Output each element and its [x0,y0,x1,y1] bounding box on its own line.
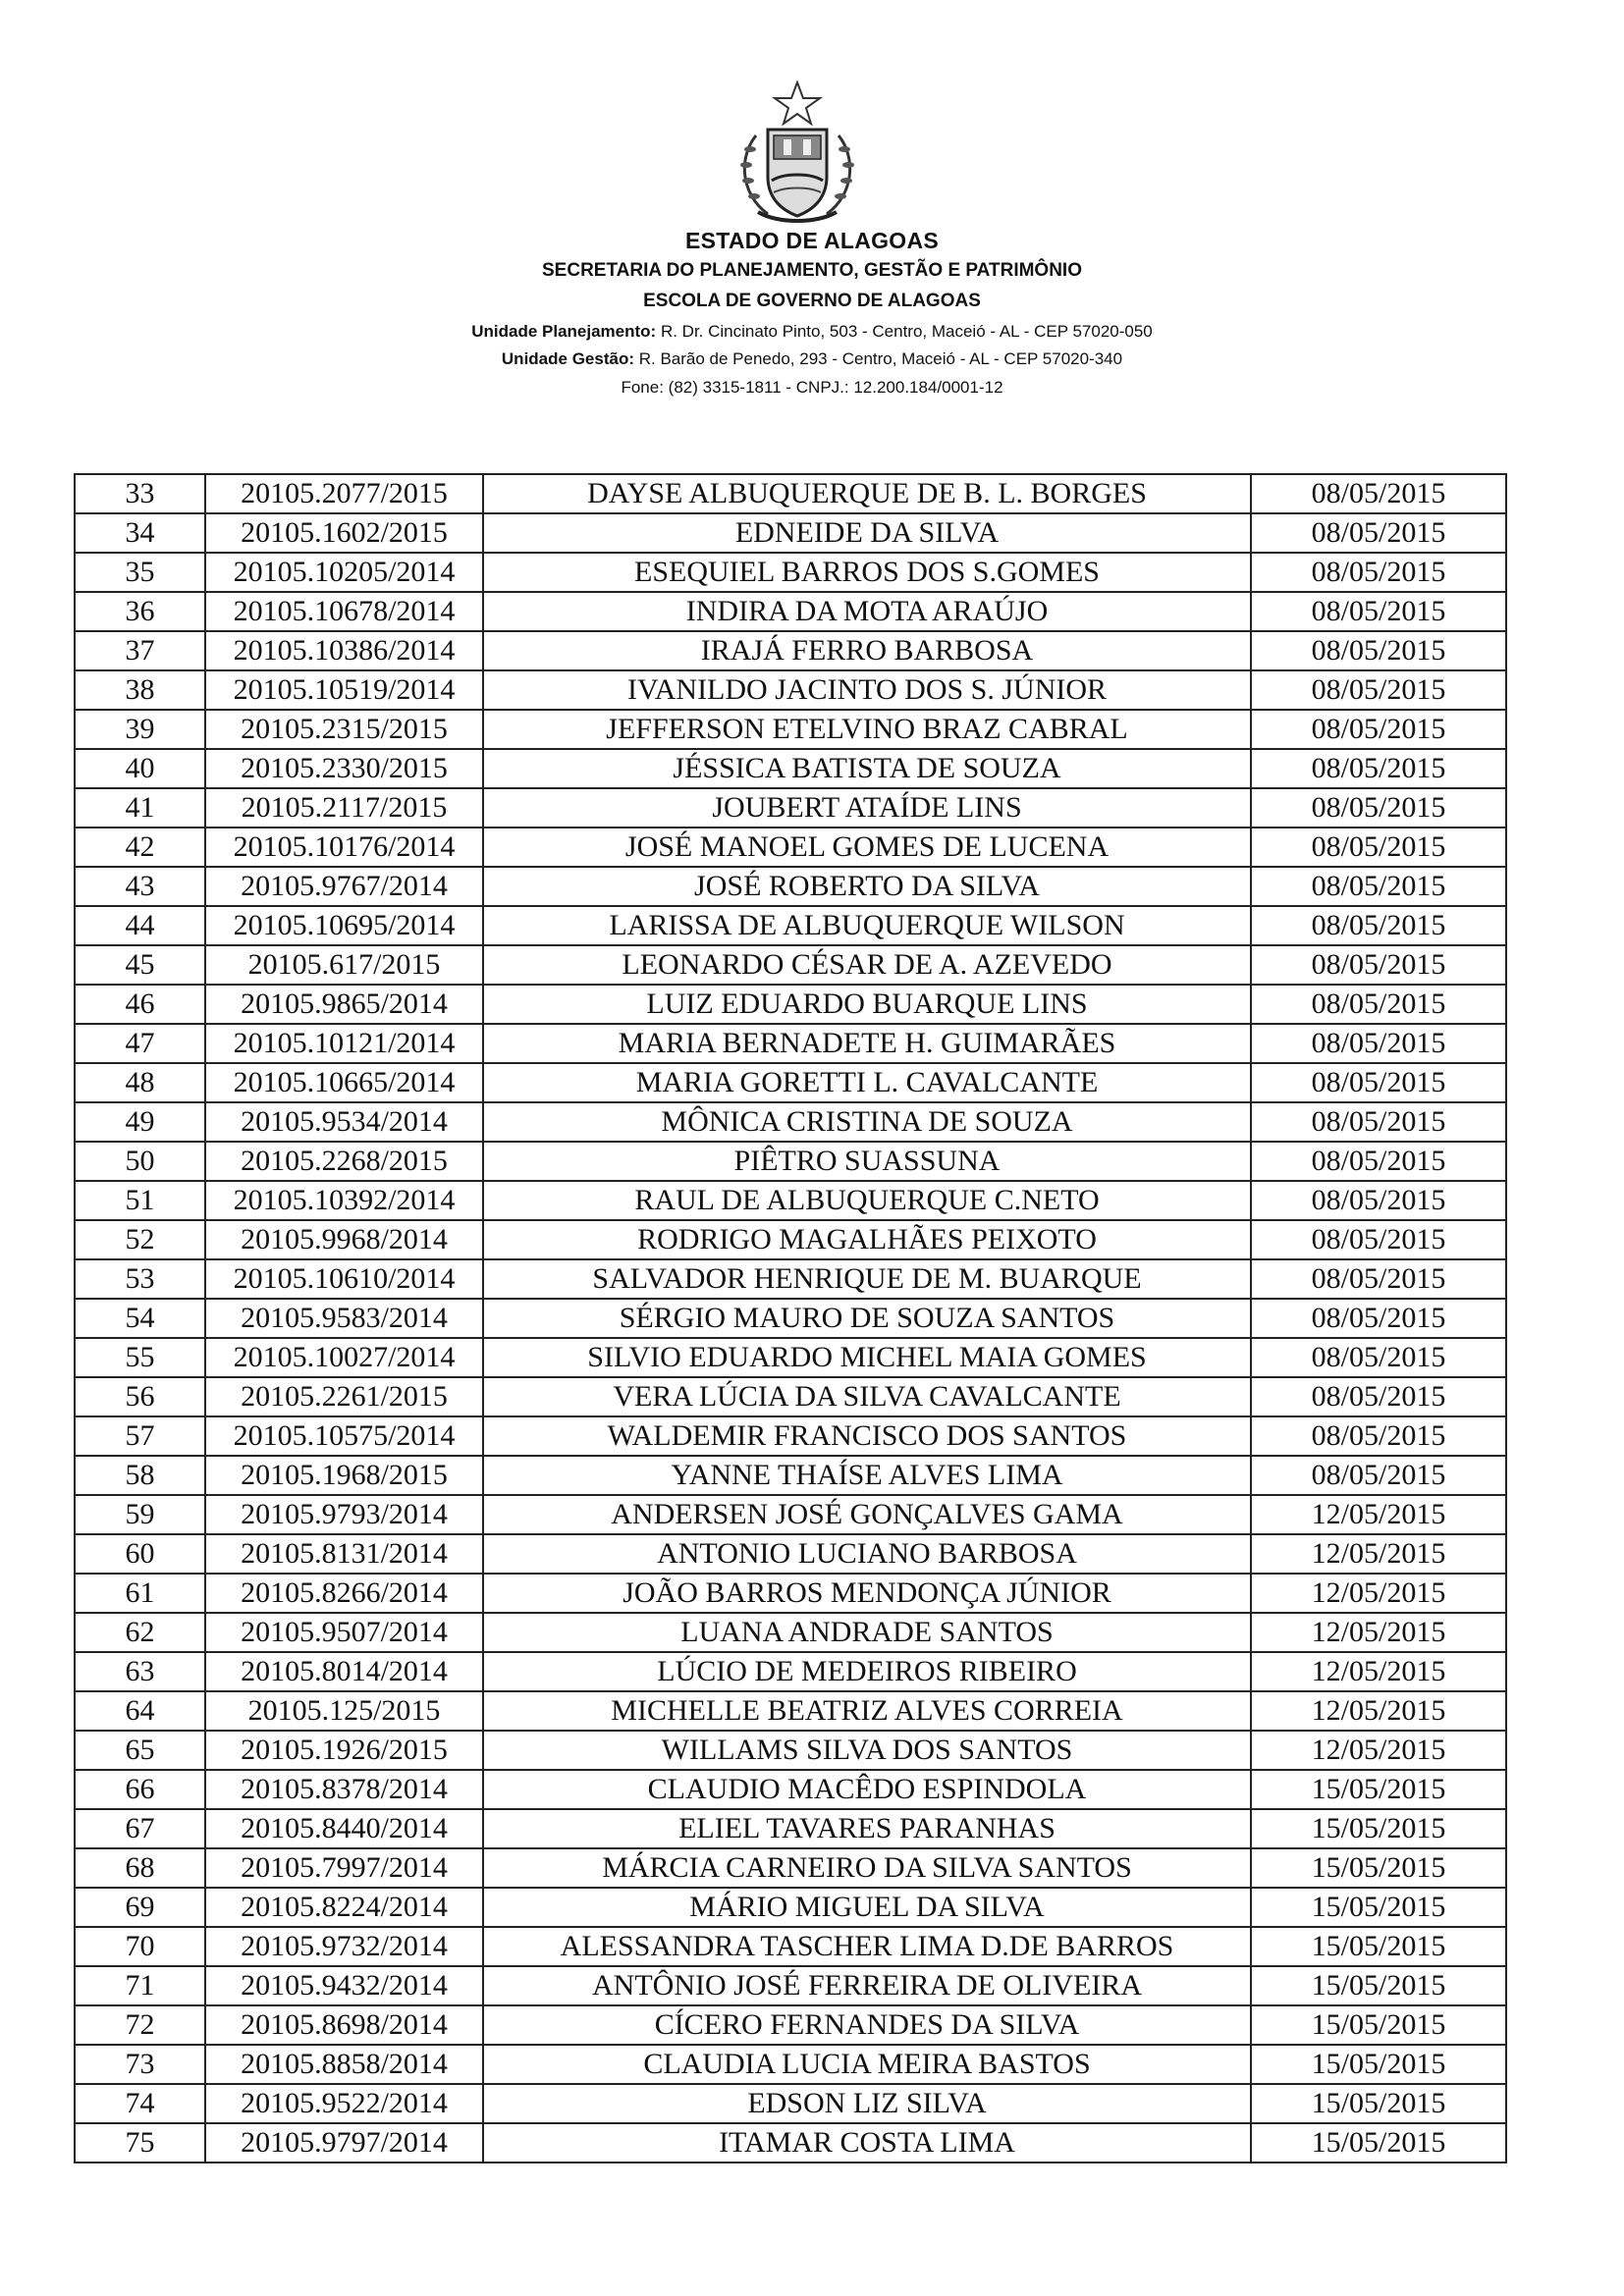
process-number-cell: 20105.9767/2014 [205,867,483,906]
person-name-cell: WALDEMIR FRANCISCO DOS SANTOS [483,1416,1251,1456]
row-number-cell: 36 [75,592,205,631]
person-name-cell: CÍCERO FERNANDES DA SILVA [483,2005,1251,2045]
process-number-cell: 20105.617/2015 [205,945,483,985]
row-number-cell: 69 [75,1888,205,1927]
date-cell: 08/05/2015 [1251,1063,1506,1102]
date-cell: 08/05/2015 [1251,985,1506,1024]
secretariat-title: SECRETARIA DO PLANEJAMENTO, GESTÃO E PATRIMÔNIO [542,260,1082,281]
process-number-cell: 20105.9583/2014 [205,1299,483,1338]
date-cell: 08/05/2015 [1251,1416,1506,1456]
row-number-cell: 42 [75,828,205,867]
person-name-cell: SÉRGIO MAURO DE SOUZA SANTOS [483,1299,1251,1338]
row-number-cell: 43 [75,867,205,906]
process-number-cell: 20105.10519/2014 [205,670,483,710]
person-name-cell: IVANILDO JACINTO DOS S. JÚNIOR [483,670,1251,710]
table-row [75,1927,1506,1966]
person-name-cell: JOUBERT ATAÍDE LINS [483,788,1251,828]
process-number-cell: 20105.8858/2014 [205,2045,483,2084]
table-row [75,867,1506,906]
date-cell: 08/05/2015 [1251,592,1506,631]
school-title: ESCOLA DE GOVERNO DE ALAGOAS [643,291,981,311]
table-row [75,788,1506,828]
date-cell: 12/05/2015 [1251,1652,1506,1691]
table-row [75,1377,1506,1416]
process-number-cell: 20105.8014/2014 [205,1652,483,1691]
table-row [75,474,1506,513]
process-number-cell: 20105.10610/2014 [205,1259,483,1299]
row-number-cell: 39 [75,710,205,749]
person-name-cell: EDSON LIZ SILVA [483,2084,1251,2123]
person-name-cell: WILLAMS SILVA DOS SANTOS [483,1731,1251,1770]
date-cell: 15/05/2015 [1251,1809,1506,1848]
process-number-cell: 20105.2077/2015 [205,474,483,513]
process-number-cell: 20105.2117/2015 [205,788,483,828]
row-number-cell: 63 [75,1652,205,1691]
date-cell: 08/05/2015 [1251,1259,1506,1299]
planning-unit-label: Unidade Planejamento: [471,322,657,341]
process-number-cell: 20105.8131/2014 [205,1534,483,1574]
date-cell: 12/05/2015 [1251,1495,1506,1534]
table-row [75,1456,1506,1495]
table-row [75,1848,1506,1888]
row-number-cell: 59 [75,1495,205,1534]
person-name-cell: JOÃO BARROS MENDONÇA JÚNIOR [483,1574,1251,1613]
person-name-cell: MÔNICA CRISTINA DE SOUZA [483,1102,1251,1142]
date-cell: 12/05/2015 [1251,1731,1506,1770]
row-number-cell: 46 [75,985,205,1024]
table-row [75,2005,1506,2045]
person-name-cell: LUIZ EDUARDO BUARQUE LINS [483,985,1251,1024]
process-number-cell: 20105.10575/2014 [205,1416,483,1456]
date-cell: 08/05/2015 [1251,1102,1506,1142]
date-cell: 15/05/2015 [1251,2123,1506,2163]
table-row [75,2045,1506,2084]
table-row [75,1495,1506,1534]
date-cell: 08/05/2015 [1251,945,1506,985]
table-row [75,2123,1506,2163]
date-cell: 12/05/2015 [1251,1691,1506,1731]
person-name-cell: JOSÉ MANOEL GOMES DE LUCENA [483,828,1251,867]
table-row [75,1299,1506,1338]
row-number-cell: 68 [75,1848,205,1888]
table-row [75,1416,1506,1456]
date-cell: 08/05/2015 [1251,828,1506,867]
table-row [75,513,1506,553]
date-cell: 08/05/2015 [1251,513,1506,553]
person-name-cell: LUANA ANDRADE SANTOS [483,1613,1251,1652]
person-name-cell: CLAUDIO MACÊDO ESPINDOLA [483,1770,1251,1809]
date-cell: 12/05/2015 [1251,1534,1506,1574]
process-number-cell: 20105.10678/2014 [205,592,483,631]
date-cell: 08/05/2015 [1251,867,1506,906]
row-number-cell: 33 [75,474,205,513]
row-number-cell: 38 [75,670,205,710]
table-row [75,1691,1506,1731]
roster-body [75,474,1506,2163]
table-row [75,1770,1506,1809]
process-number-cell: 20105.2268/2015 [205,1142,483,1181]
table-row [75,1220,1506,1259]
row-number-cell: 67 [75,1809,205,1848]
table-row [75,592,1506,631]
row-number-cell: 75 [75,2123,205,2163]
process-number-cell: 20105.9432/2014 [205,1966,483,2005]
table-row [75,1024,1506,1063]
process-number-cell: 20105.8266/2014 [205,1574,483,1613]
table-row [75,828,1506,867]
person-name-cell: VERA LÚCIA DA SILVA CAVALCANTE [483,1377,1251,1416]
person-name-cell: EDNEIDE DA SILVA [483,513,1251,553]
date-cell: 08/05/2015 [1251,788,1506,828]
table-row [75,631,1506,670]
date-cell: 08/05/2015 [1251,631,1506,670]
row-number-cell: 61 [75,1574,205,1613]
row-number-cell: 41 [75,788,205,828]
person-name-cell: ELIEL TAVARES PARANHAS [483,1809,1251,1848]
person-name-cell: LEONARDO CÉSAR DE A. AZEVEDO [483,945,1251,985]
table-row [75,1534,1506,1574]
date-cell: 08/05/2015 [1251,710,1506,749]
person-name-cell: YANNE THAÍSE ALVES LIMA [483,1456,1251,1495]
process-number-cell: 20105.1968/2015 [205,1456,483,1495]
date-cell: 15/05/2015 [1251,1927,1506,1966]
process-number-cell: 20105.9793/2014 [205,1495,483,1534]
table-row [75,906,1506,945]
process-number-cell: 20105.10027/2014 [205,1338,483,1377]
date-cell: 08/05/2015 [1251,1142,1506,1181]
person-name-cell: ANTONIO LUCIANO BARBOSA [483,1534,1251,1574]
process-number-cell: 20105.10121/2014 [205,1024,483,1063]
person-name-cell: ITAMAR COSTA LIMA [483,2123,1251,2163]
process-number-cell: 20105.9968/2014 [205,1220,483,1259]
date-cell: 12/05/2015 [1251,1574,1506,1613]
table-row [75,1731,1506,1770]
process-number-cell: 20105.10695/2014 [205,906,483,945]
table-row [75,2084,1506,2123]
row-number-cell: 74 [75,2084,205,2123]
row-number-cell: 66 [75,1770,205,1809]
row-number-cell: 72 [75,2005,205,2045]
state-title: ESTADO DE ALAGOAS [684,228,940,253]
person-name-cell: JEFFERSON ETELVINO BRAZ CABRAL [483,710,1251,749]
person-name-cell: ESEQUIEL BARROS DOS S.GOMES [483,553,1251,592]
row-number-cell: 62 [75,1613,205,1652]
person-name-cell: ANDERSEN JOSÉ GONÇALVES GAMA [483,1495,1251,1534]
person-name-cell: ALESSANDRA TASCHER LIMA D.DE BARROS [483,1927,1251,1966]
person-name-cell: RAUL DE ALBUQUERQUE C.NETO [483,1181,1251,1220]
table-row [75,1966,1506,2005]
date-cell: 12/05/2015 [1251,1613,1506,1652]
row-number-cell: 73 [75,2045,205,2084]
contact-line: Fone: (82) 3315-1811 - CNPJ.: 12.200.184/0001-12 [621,378,1003,397]
date-cell: 08/05/2015 [1251,474,1506,513]
process-number-cell: 20105.10386/2014 [205,631,483,670]
row-number-cell: 45 [75,945,205,985]
row-number-cell: 65 [75,1731,205,1770]
process-number-cell: 20105.8440/2014 [205,1809,483,1848]
person-name-cell: PIÊTRO SUASSUNA [483,1142,1251,1181]
date-cell: 08/05/2015 [1251,553,1506,592]
row-number-cell: 35 [75,553,205,592]
management-unit-label: Unidade Gestão: [501,349,634,368]
person-name-cell: ANTÔNIO JOSÉ FERREIRA DE OLIVEIRA [483,1966,1251,2005]
process-number-cell: 20105.8378/2014 [205,1770,483,1809]
process-number-cell: 20105.10176/2014 [205,828,483,867]
table-row [75,1338,1506,1377]
process-number-cell: 20105.8698/2014 [205,2005,483,2045]
person-name-cell: DAYSE ALBUQUERQUE DE B. L. BORGES [483,474,1251,513]
process-number-cell: 20105.2261/2015 [205,1377,483,1416]
date-cell: 15/05/2015 [1251,2005,1506,2045]
person-name-cell: INDIRA DA MOTA ARAÚJO [483,592,1251,631]
process-number-cell: 20105.9797/2014 [205,2123,483,2163]
person-name-cell: MÁRIO MIGUEL DA SILVA [483,1888,1251,1927]
table-row [75,1102,1506,1142]
row-number-cell: 58 [75,1456,205,1495]
table-row [75,1652,1506,1691]
person-name-cell: JOSÉ ROBERTO DA SILVA [483,867,1251,906]
process-number-cell: 20105.1926/2015 [205,1731,483,1770]
process-number-cell: 20105.2315/2015 [205,710,483,749]
person-name-cell: SALVADOR HENRIQUE DE M. BUARQUE [483,1259,1251,1299]
table-row [75,670,1506,710]
person-name-cell: MICHELLE BEATRIZ ALVES CORREIA [483,1691,1251,1731]
row-number-cell: 64 [75,1691,205,1731]
table-row [75,1063,1506,1102]
table-row [75,1888,1506,1927]
date-cell: 15/05/2015 [1251,2084,1506,2123]
process-number-cell: 20105.9865/2014 [205,985,483,1024]
planning-unit-address [0,322,1624,342]
person-name-cell: MARIA GORETTI L. CAVALCANTE [483,1063,1251,1102]
row-number-cell: 53 [75,1259,205,1299]
date-cell: 15/05/2015 [1251,1848,1506,1888]
person-name-cell: CLAUDIA LUCIA MEIRA BASTOS [483,2045,1251,2084]
table-row [75,1181,1506,1220]
person-name-cell: LARISSA DE ALBUQUERQUE WILSON [483,906,1251,945]
date-cell: 08/05/2015 [1251,1181,1506,1220]
row-number-cell: 44 [75,906,205,945]
table-row [75,1142,1506,1181]
process-number-cell: 20105.10205/2014 [205,553,483,592]
date-cell: 08/05/2015 [1251,1377,1506,1416]
table-row [75,710,1506,749]
person-name-cell: MARIA BERNADETE H. GUIMARÃES [483,1024,1251,1063]
process-number-cell: 20105.9534/2014 [205,1102,483,1142]
table-row [75,553,1506,592]
person-name-cell: LÚCIO DE MEDEIROS RIBEIRO [483,1652,1251,1691]
date-cell: 08/05/2015 [1251,1456,1506,1495]
process-number-cell: 20105.1602/2015 [205,513,483,553]
date-cell: 08/05/2015 [1251,1024,1506,1063]
process-number-cell: 20105.9732/2014 [205,1927,483,1966]
row-number-cell: 71 [75,1966,205,2005]
table-row [75,1259,1506,1299]
process-number-cell: 20105.10665/2014 [205,1063,483,1102]
person-name-cell: JÉSSICA BATISTA DE SOUZA [483,749,1251,788]
coat-of-arms-alagoas-icon [729,79,866,226]
date-cell: 15/05/2015 [1251,1770,1506,1809]
planning-unit-text: R. Dr. Cincinato Pinto, 503 - Centro, Maceió - AL - CEP 57020-050 [660,322,1153,341]
date-cell: 15/05/2015 [1251,1966,1506,2005]
person-name-cell: SILVIO EDUARDO MICHEL MAIA GOMES [483,1338,1251,1377]
person-name-cell: IRAJÁ FERRO BARBOSA [483,631,1251,670]
row-number-cell: 54 [75,1299,205,1338]
date-cell: 08/05/2015 [1251,1338,1506,1377]
row-number-cell: 37 [75,631,205,670]
process-number-cell: 20105.7997/2014 [205,1848,483,1888]
person-name-cell: RODRIGO MAGALHÃES PEIXOTO [483,1220,1251,1259]
row-number-cell: 70 [75,1927,205,1966]
process-number-cell: 20105.10392/2014 [205,1181,483,1220]
date-cell: 08/05/2015 [1251,1299,1506,1338]
date-cell: 08/05/2015 [1251,670,1506,710]
date-cell: 08/05/2015 [1251,906,1506,945]
roster-table [74,473,1507,2163]
date-cell: 08/05/2015 [1251,1220,1506,1259]
row-number-cell: 51 [75,1181,205,1220]
process-number-cell: 20105.8224/2014 [205,1888,483,1927]
process-number-cell: 20105.9522/2014 [205,2084,483,2123]
person-name-cell: MÁRCIA CARNEIRO DA SILVA SANTOS [483,1848,1251,1888]
management-unit-text: R. Barão de Penedo, 293 - Centro, Maceió - AL - CEP 57020-340 [638,349,1123,368]
process-number-cell: 20105.9507/2014 [205,1613,483,1652]
table-row [75,1574,1506,1613]
row-number-cell: 47 [75,1024,205,1063]
row-number-cell: 52 [75,1220,205,1259]
table-row [75,1809,1506,1848]
row-number-cell: 48 [75,1063,205,1102]
row-number-cell: 57 [75,1416,205,1456]
table-row [75,945,1506,985]
date-cell: 08/05/2015 [1251,749,1506,788]
row-number-cell: 40 [75,749,205,788]
table-row [75,749,1506,788]
row-number-cell: 60 [75,1534,205,1574]
date-cell: 15/05/2015 [1251,1888,1506,1927]
process-number-cell: 20105.125/2015 [205,1691,483,1731]
row-number-cell: 50 [75,1142,205,1181]
row-number-cell: 56 [75,1377,205,1416]
management-unit-address [0,349,1624,369]
table-row [75,1613,1506,1652]
row-number-cell: 34 [75,513,205,553]
process-number-cell: 20105.2330/2015 [205,749,483,788]
row-number-cell: 55 [75,1338,205,1377]
date-cell: 15/05/2015 [1251,2045,1506,2084]
table-row [75,985,1506,1024]
row-number-cell: 49 [75,1102,205,1142]
